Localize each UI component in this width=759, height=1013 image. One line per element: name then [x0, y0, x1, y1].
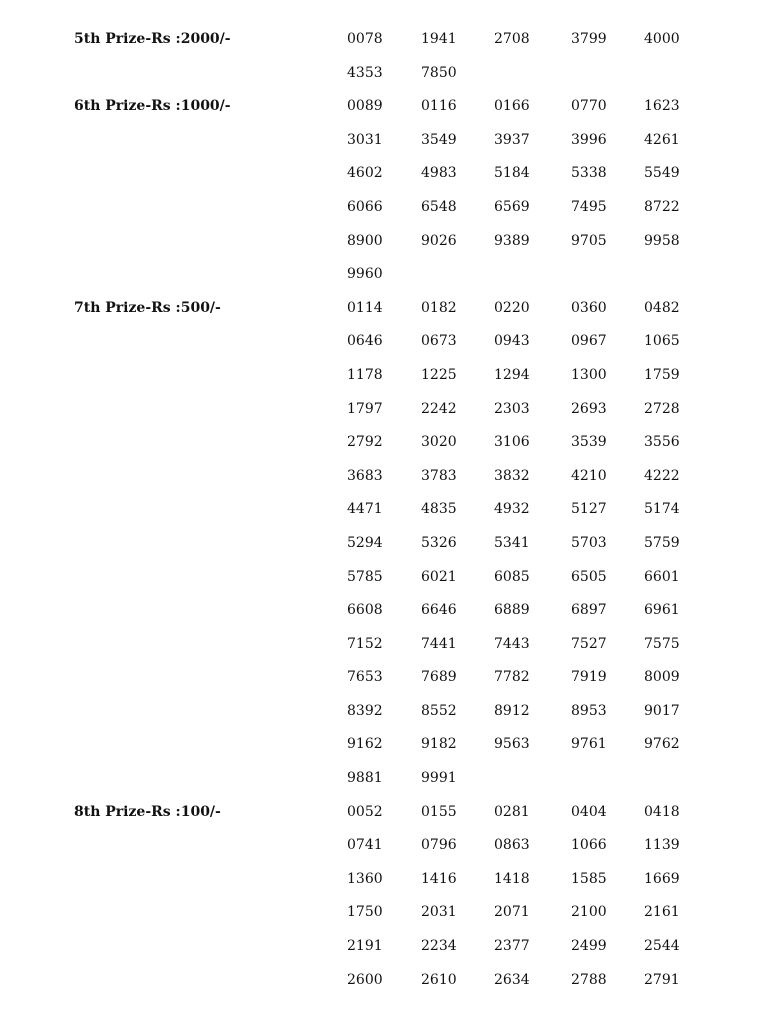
winning-number: 9761 — [571, 736, 607, 753]
winning-number: 5759 — [644, 534, 680, 551]
prize-row — [0, 123, 759, 157]
winning-number: 0114 — [347, 299, 383, 316]
winning-number: 0281 — [494, 803, 530, 820]
winning-number: 1178 — [347, 366, 383, 383]
winning-number: 7441 — [421, 635, 457, 652]
winning-number: 1416 — [421, 870, 457, 887]
winning-number: 5703 — [571, 534, 607, 551]
winning-number: 7443 — [494, 635, 530, 652]
winning-number: 2788 — [571, 971, 607, 988]
winning-number: 6505 — [571, 568, 607, 585]
winning-number: 1139 — [644, 837, 680, 854]
winning-number: 2234 — [421, 938, 457, 955]
winning-number: 4471 — [347, 501, 383, 518]
winning-number: 7919 — [571, 669, 607, 686]
winning-number: 6548 — [421, 198, 457, 215]
winning-number: 0360 — [571, 299, 607, 316]
winning-number: 4261 — [644, 131, 680, 148]
winning-number: 2708 — [494, 31, 530, 47]
prize-results-list — [0, 22, 759, 996]
prize-label: 6th Prize-Rs :1000/- — [74, 98, 231, 115]
winning-number: 0052 — [347, 803, 383, 820]
prize-row — [0, 22, 759, 56]
prize-row — [0, 862, 759, 896]
winning-number: 9960 — [347, 266, 383, 283]
winning-number: 3539 — [571, 434, 607, 451]
winning-number: 1225 — [421, 366, 457, 383]
winning-number: 1418 — [494, 870, 530, 887]
winning-number: 1066 — [571, 837, 607, 854]
winning-number: 2242 — [421, 400, 457, 417]
winning-number: 4222 — [644, 467, 680, 484]
prize-row — [0, 660, 759, 694]
winning-number: 3549 — [421, 131, 457, 148]
prize-row — [0, 156, 759, 190]
winning-number: 5127 — [571, 501, 607, 518]
winning-number: 3031 — [347, 131, 383, 148]
winning-number: 9705 — [571, 232, 607, 249]
winning-number: 8392 — [347, 702, 383, 719]
winning-number: 4835 — [421, 501, 457, 518]
prize-row — [0, 828, 759, 862]
winning-number: 0182 — [421, 299, 457, 316]
prize-row — [0, 190, 759, 224]
winning-number: 6601 — [644, 568, 680, 585]
winning-number: 4602 — [347, 165, 383, 182]
prize-section — [0, 291, 759, 795]
winning-number: 3996 — [571, 131, 607, 148]
winning-number: 2499 — [571, 938, 607, 955]
winning-number: 3683 — [347, 467, 383, 484]
prize-row — [0, 492, 759, 526]
winning-number: 2792 — [347, 434, 383, 451]
winning-number: 2071 — [494, 904, 530, 921]
winning-number: 9162 — [347, 736, 383, 753]
prize-row — [0, 291, 759, 325]
prize-row — [0, 795, 759, 829]
winning-number: 3783 — [421, 467, 457, 484]
winning-number: 2728 — [644, 400, 680, 417]
winning-number: 9991 — [421, 770, 457, 787]
winning-number: 9762 — [644, 736, 680, 753]
prize-row — [0, 727, 759, 761]
winning-number: 7689 — [421, 669, 457, 686]
winning-number: 1669 — [644, 870, 680, 887]
winning-number: 2303 — [494, 400, 530, 417]
winning-number: 6085 — [494, 568, 530, 585]
winning-number: 7782 — [494, 669, 530, 686]
winning-number: 0089 — [347, 98, 383, 115]
winning-number: 0078 — [347, 31, 383, 47]
winning-number: 9182 — [421, 736, 457, 753]
winning-number: 1585 — [571, 870, 607, 887]
prize-row — [0, 694, 759, 728]
prize-section — [0, 89, 759, 291]
winning-number: 2031 — [421, 904, 457, 921]
winning-number: 0673 — [421, 333, 457, 350]
winning-number: 3020 — [421, 434, 457, 451]
winning-number: 0155 — [421, 803, 457, 820]
winning-number: 5294 — [347, 534, 383, 551]
winning-number: 0967 — [571, 333, 607, 350]
winning-number: 0220 — [494, 299, 530, 316]
prize-label: 8th Prize-Rs :100/- — [74, 803, 221, 820]
winning-number: 1294 — [494, 366, 530, 383]
winning-number: 2377 — [494, 938, 530, 955]
prize-row — [0, 358, 759, 392]
winning-number: 7527 — [571, 635, 607, 652]
winning-number: 9026 — [421, 232, 457, 249]
winning-number: 2544 — [644, 938, 680, 955]
winning-number: 6961 — [644, 602, 680, 619]
winning-number: 8953 — [571, 702, 607, 719]
prize-row — [0, 895, 759, 929]
winning-number: 0741 — [347, 837, 383, 854]
winning-number: 8009 — [644, 669, 680, 686]
winning-number: 0770 — [571, 98, 607, 115]
winning-number: 1759 — [644, 366, 680, 383]
winning-number: 3556 — [644, 434, 680, 451]
winning-number: 5341 — [494, 534, 530, 551]
winning-number: 1065 — [644, 333, 680, 350]
prize-row — [0, 560, 759, 594]
winning-number: 0796 — [421, 837, 457, 854]
prize-row — [0, 761, 759, 795]
prize-row — [0, 224, 759, 258]
winning-number: 0404 — [571, 803, 607, 820]
winning-number: 8552 — [421, 702, 457, 719]
winning-number: 4983 — [421, 165, 457, 182]
winning-number: 3832 — [494, 467, 530, 484]
winning-number: 0863 — [494, 837, 530, 854]
winning-number: 0166 — [494, 98, 530, 115]
prize-row — [0, 627, 759, 661]
winning-number: 2610 — [421, 971, 457, 988]
winning-number: 3799 — [571, 31, 607, 47]
prize-row — [0, 929, 759, 963]
winning-number: 4353 — [347, 64, 383, 81]
winning-number: 0943 — [494, 333, 530, 350]
winning-number: 5785 — [347, 568, 383, 585]
prize-row — [0, 593, 759, 627]
winning-number: 7653 — [347, 669, 383, 686]
winning-number: 1300 — [571, 366, 607, 383]
winning-number: 1797 — [347, 400, 383, 417]
prize-row — [0, 89, 759, 123]
winning-number: 2100 — [571, 904, 607, 921]
winning-number: 5338 — [571, 165, 607, 182]
winning-number: 6889 — [494, 602, 530, 619]
prize-row — [0, 324, 759, 358]
winning-number: 9389 — [494, 232, 530, 249]
prize-row — [0, 56, 759, 90]
prize-row — [0, 392, 759, 426]
winning-number: 8900 — [347, 232, 383, 249]
prize-row — [0, 425, 759, 459]
prize-row — [0, 526, 759, 560]
winning-number: 6569 — [494, 198, 530, 215]
winning-number: 0646 — [347, 333, 383, 350]
winning-number: 1750 — [347, 904, 383, 921]
prize-row — [0, 257, 759, 291]
winning-number: 4932 — [494, 501, 530, 518]
winning-number: 0116 — [421, 98, 457, 115]
winning-number: 9563 — [494, 736, 530, 753]
winning-number: 6646 — [421, 602, 457, 619]
winning-number: 2600 — [347, 971, 383, 988]
winning-number: 5326 — [421, 534, 457, 551]
winning-number: 6021 — [421, 568, 457, 585]
winning-number: 3106 — [494, 434, 530, 451]
winning-number: 0482 — [644, 299, 680, 316]
winning-number: 7495 — [571, 198, 607, 215]
prize-row — [0, 459, 759, 493]
prize-row — [0, 963, 759, 997]
prize-section — [0, 795, 759, 997]
prize-section — [0, 22, 759, 89]
winning-number: 2634 — [494, 971, 530, 988]
winning-number: 4210 — [571, 467, 607, 484]
winning-number: 2161 — [644, 904, 680, 921]
winning-number: 6897 — [571, 602, 607, 619]
prize-label: 7th Prize-Rs :500/- — [74, 299, 221, 316]
winning-number: 7850 — [421, 64, 457, 81]
winning-number: 9017 — [644, 702, 680, 719]
winning-number: 3937 — [494, 131, 530, 148]
winning-number: 2693 — [571, 400, 607, 417]
winning-number: 5184 — [494, 165, 530, 182]
winning-number: 8912 — [494, 702, 530, 719]
winning-number: 5549 — [644, 165, 680, 182]
winning-number: 5174 — [644, 501, 680, 518]
winning-number: 2191 — [347, 938, 383, 955]
winning-number: 6608 — [347, 602, 383, 619]
prize-label: 5th Prize-Rs :2000/- — [74, 31, 231, 47]
winning-number: 2791 — [644, 971, 680, 988]
winning-number: 0418 — [644, 803, 680, 820]
winning-number: 9958 — [644, 232, 680, 249]
winning-number: 7575 — [644, 635, 680, 652]
winning-number: 1941 — [421, 31, 457, 47]
winning-number: 1360 — [347, 870, 383, 887]
winning-number: 1623 — [644, 98, 680, 115]
winning-number: 8722 — [644, 198, 680, 215]
winning-number: 4000 — [644, 31, 680, 47]
winning-number: 6066 — [347, 198, 383, 215]
winning-number: 9881 — [347, 770, 383, 787]
winning-number: 7152 — [347, 635, 383, 652]
